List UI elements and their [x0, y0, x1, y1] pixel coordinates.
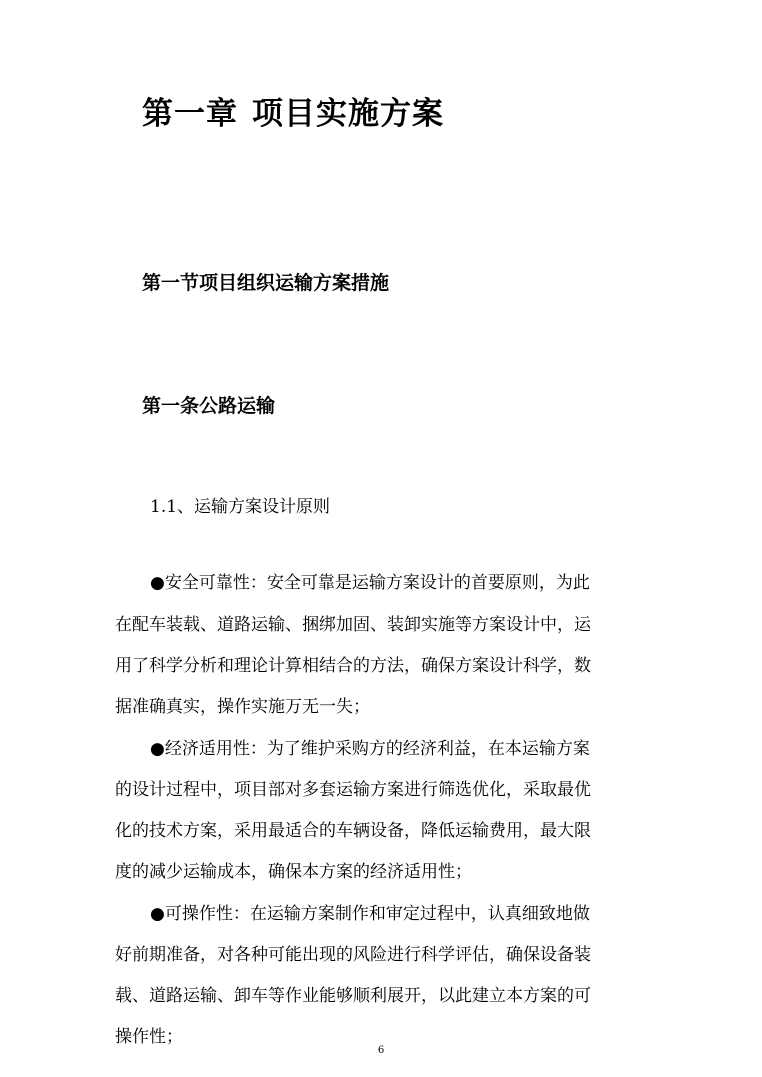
section-heading: 第一节项目组织运输方案措施 — [142, 272, 390, 294]
paragraph-line: 据准确真实，操作实施万无一失； — [115, 697, 370, 717]
subsection-heading: 1.1、运输方案设计原则 — [150, 497, 331, 517]
chapter-heading — [142, 88, 444, 133]
paragraph-line: 化的技术方案，采用最适合的车辆设备，降低运输费用，最大限 — [115, 821, 591, 841]
paragraph-line: 操作性； — [115, 1027, 183, 1047]
paragraph-line: 载、道路运输、卸车等作业能够顺利展开，以此建立本方案的可 — [115, 986, 591, 1006]
paragraph-line: 在配车装载、道路运输、捆绑加固、装卸实施等方案设计中，运 — [115, 615, 591, 635]
paragraph-line: ●经济适用性：为了维护采购方的经济利益，在本运输方案 — [150, 739, 590, 759]
paragraph-line: 好前期准备，对各种可能出现的风险进行科学评估，确保设备装 — [115, 945, 591, 965]
page-number: 6 — [377, 1045, 385, 1056]
paragraph-line: 度的减少运输成本，确保本方案的经济适用性； — [115, 862, 472, 882]
paragraph-line: 用了科学分析和理论计算相结合的方法，确保方案设计科学，数 — [115, 656, 591, 676]
paragraph-line: ●可操作性：在运输方案制作和审定过程中，认真细致地做 — [150, 904, 590, 924]
paragraph-line: 的设计过程中，项目部对多套运输方案进行筛选优化，采取最优 — [115, 780, 591, 800]
chapter-number: 第一章 — [142, 96, 238, 132]
article-heading: 第一条公路运输 — [142, 395, 276, 417]
chapter-title: 项目实施方案 — [252, 96, 444, 132]
paragraph-line: ●安全可靠性：安全可靠是运输方案设计的首要原则，为此 — [150, 573, 590, 593]
